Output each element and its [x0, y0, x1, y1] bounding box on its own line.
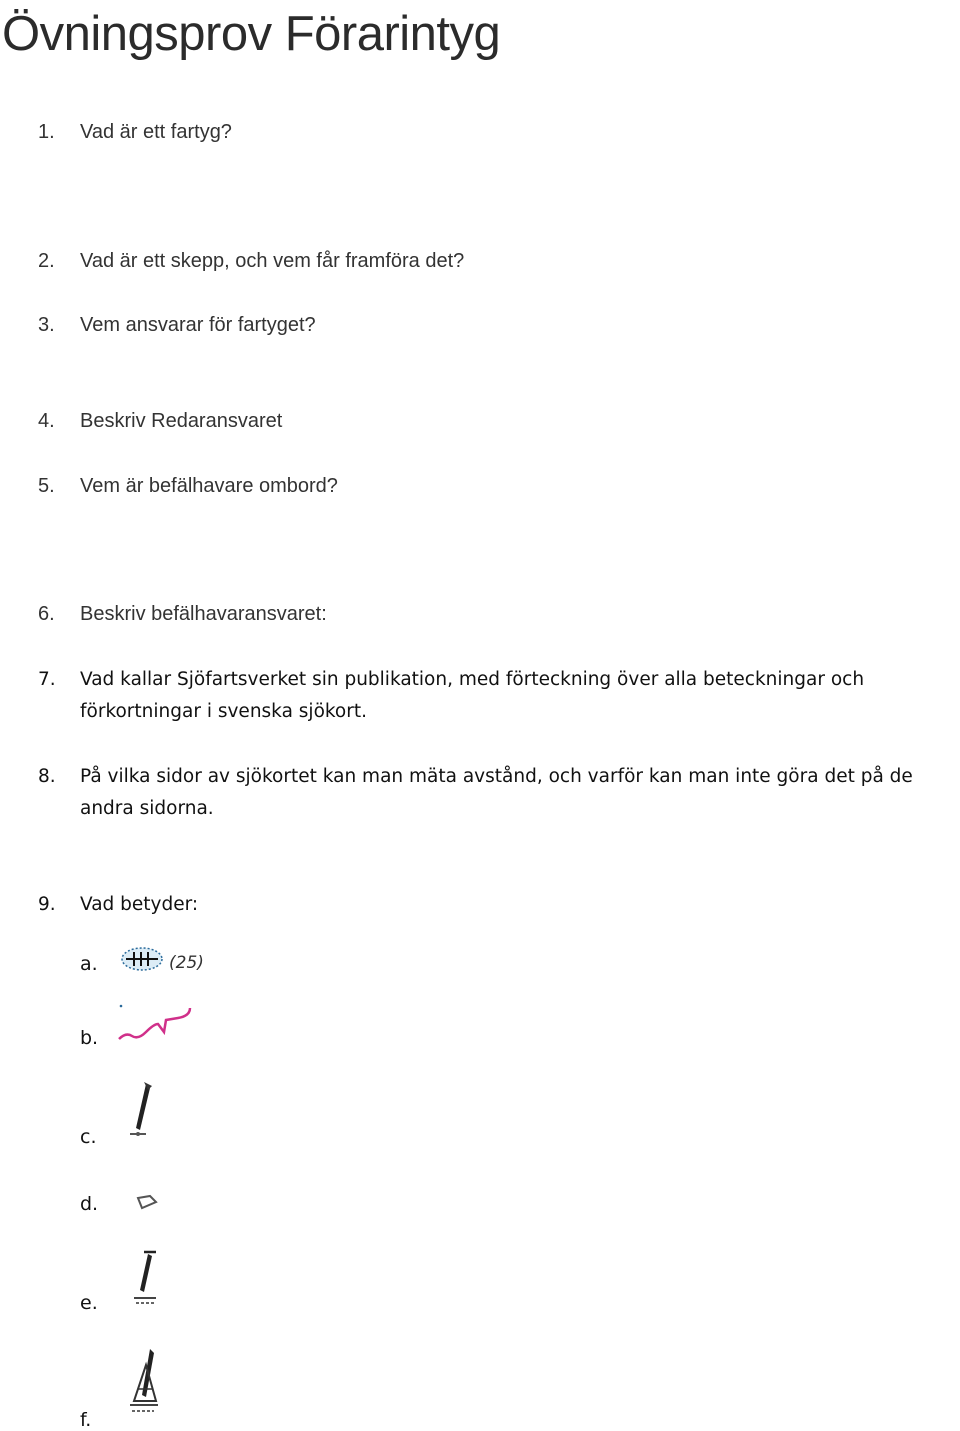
- sub-item-label-b: b.: [80, 1027, 99, 1049]
- question-number: 6.: [38, 603, 55, 625]
- lattice-beacon-symbol: [124, 1345, 164, 1422]
- submarine-cable-symbol: [116, 1002, 196, 1051]
- question-text: Vem ansvarar för fartyget?: [80, 314, 316, 336]
- question-text-line-1: På vilka sidor av sjökortet kan man mäta avstånd, och varför kan man inte göra det på de: [80, 766, 913, 787]
- question-text: Vad betyder:: [80, 894, 199, 915]
- sub-item-label-e: e.: [80, 1292, 98, 1314]
- question-number: 5.: [38, 475, 55, 497]
- question-number: 3.: [38, 314, 55, 336]
- question-number: 1.: [38, 121, 55, 143]
- question-number: 2.: [38, 250, 55, 272]
- question-number: 9.: [38, 894, 56, 915]
- beacon-with-topmark-symbol: [128, 1248, 164, 1313]
- question-text: Vad är ett skepp, och vem får framföra det?: [80, 250, 465, 272]
- question-number: 7.: [38, 669, 56, 690]
- sub-item-label-a: a.: [80, 953, 98, 975]
- question-number: 4.: [38, 410, 55, 432]
- sub-item-label-d: d.: [80, 1193, 99, 1215]
- question-text: Vad är ett fartyg?: [80, 121, 232, 143]
- sub-item-label-c: c.: [80, 1126, 97, 1148]
- wreck-depth-symbol: [118, 940, 208, 981]
- beacon-symbol: [122, 1080, 156, 1147]
- sub-item-label-f: f.: [80, 1409, 92, 1431]
- question-text-line-2: andra sidorna.: [80, 798, 214, 819]
- page-title: Övningsprov Förarintyg: [2, 7, 501, 61]
- question-text: Beskriv befälhavaransvaret:: [80, 603, 327, 625]
- question-number: 8.: [38, 766, 56, 787]
- question-text-line-2: förkortningar i svenska sjökort.: [80, 701, 367, 722]
- question-text-line-1: Vad kallar Sjöfartsverket sin publikation, med förteckning över alla beteckningar och: [80, 669, 865, 690]
- question-text: Beskriv Redaransvaret: [80, 410, 283, 432]
- question-text: Vem är befälhavare ombord?: [80, 475, 338, 497]
- small-buoy-symbol: [134, 1192, 160, 1217]
- wreck-depth-text: (25): [169, 953, 204, 973]
